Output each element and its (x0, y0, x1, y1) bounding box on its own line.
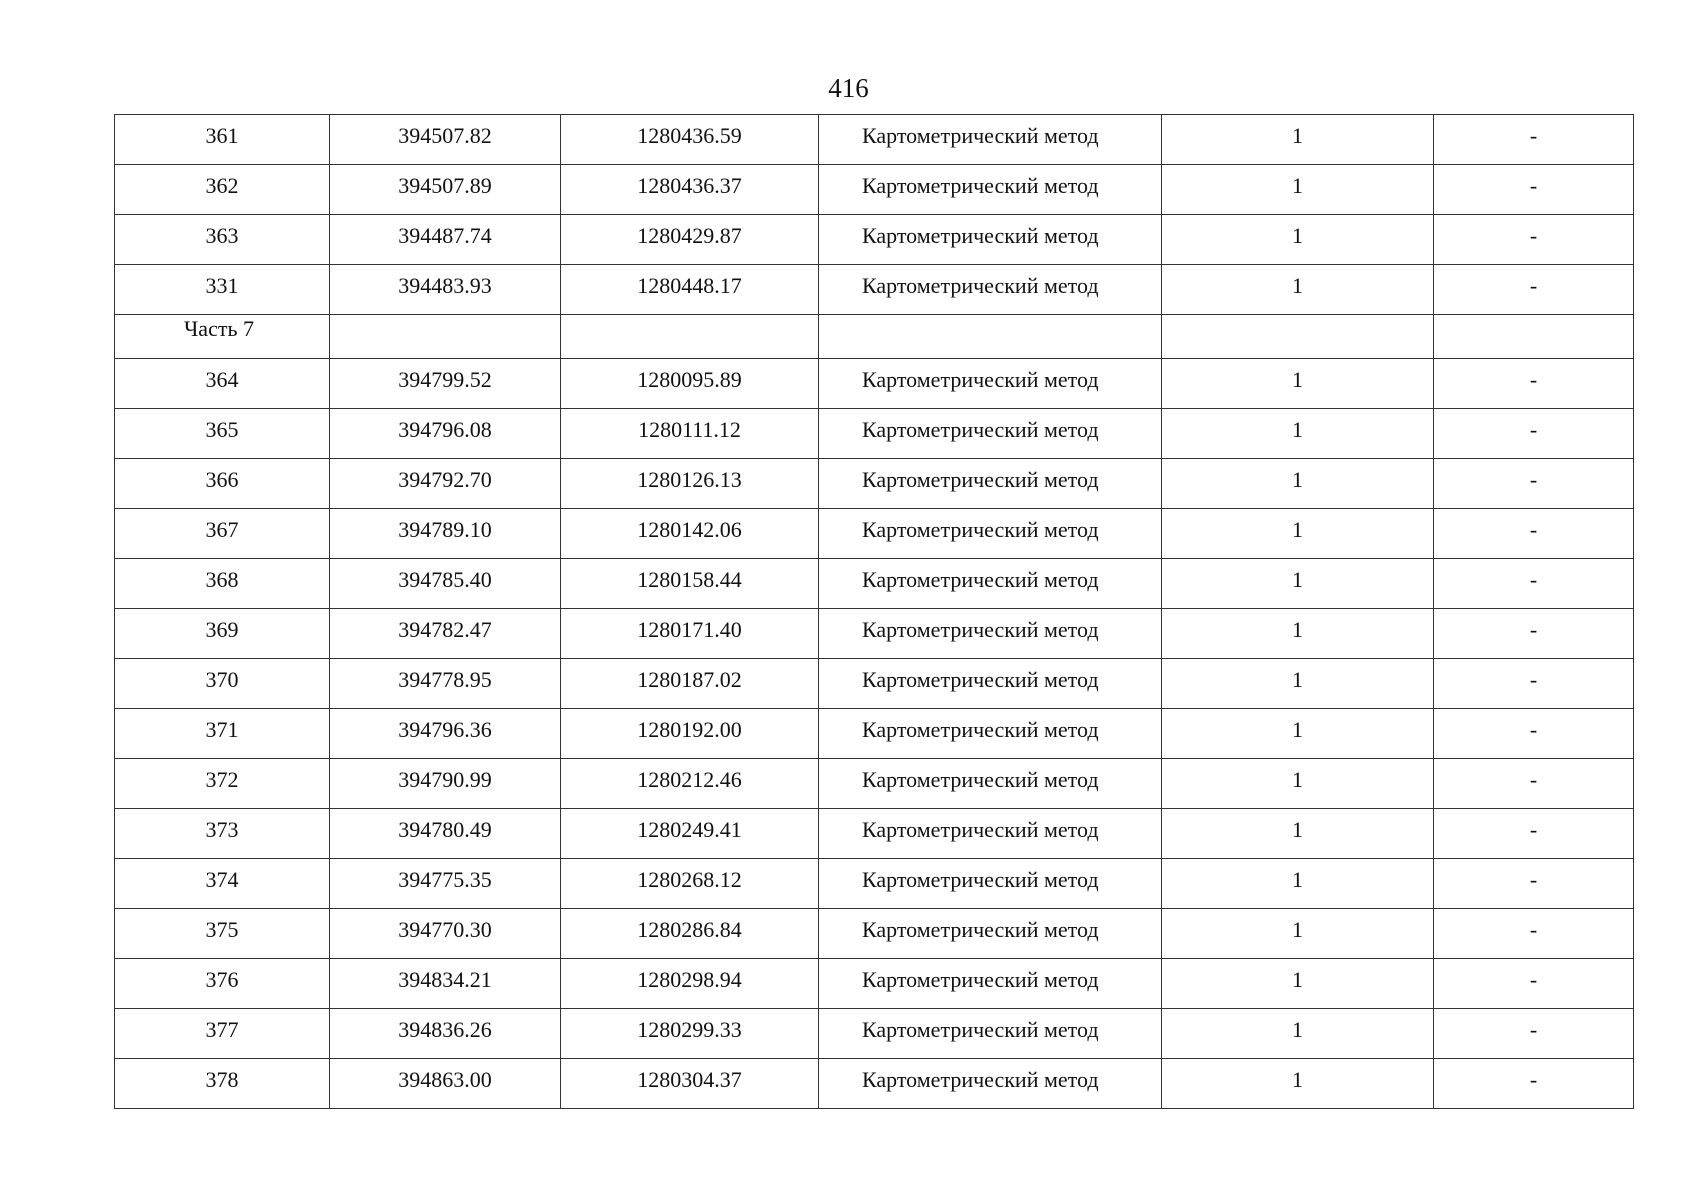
coord-x-cell: 394796.08 (330, 409, 561, 459)
accuracy-cell: 1 (1162, 709, 1434, 759)
accuracy-cell: 1 (1162, 759, 1434, 809)
point-number-cell: 373 (115, 809, 330, 859)
empty-cell (1162, 315, 1434, 359)
method-cell: Картометрический метод (819, 165, 1162, 215)
coord-x-cell: 394834.21 (330, 959, 561, 1009)
coord-y-cell: 1280192.00 (561, 709, 819, 759)
table-row (115, 909, 1634, 959)
accuracy-cell: 1 (1162, 459, 1434, 509)
table-row (115, 1009, 1634, 1059)
accuracy-cell: 1 (1162, 609, 1434, 659)
accuracy-cell: 1 (1162, 1009, 1434, 1059)
coord-y-cell: 1280298.94 (561, 959, 819, 1009)
note-cell: - (1434, 409, 1634, 459)
part-label: Часть 7 (115, 315, 330, 359)
note-cell: - (1434, 709, 1634, 759)
accuracy-cell: 1 (1162, 115, 1434, 165)
empty-cell (330, 315, 561, 359)
coord-y-cell: 1280126.13 (561, 459, 819, 509)
note-cell: - (1434, 609, 1634, 659)
coord-x-cell: 394483.93 (330, 265, 561, 315)
coord-y-cell: 1280158.44 (561, 559, 819, 609)
point-number-cell: 331 (115, 265, 330, 315)
method-cell: Картометрический метод (819, 759, 1162, 809)
accuracy-cell: 1 (1162, 809, 1434, 859)
coord-y-cell: 1280187.02 (561, 659, 819, 709)
point-number-cell: 366 (115, 459, 330, 509)
table-row (115, 409, 1634, 459)
coord-y-cell: 1280448.17 (561, 265, 819, 315)
coord-y-cell: 1280142.06 (561, 509, 819, 559)
table-row (115, 809, 1634, 859)
accuracy-cell: 1 (1162, 165, 1434, 215)
coord-x-cell: 394796.36 (330, 709, 561, 759)
point-number-cell: 376 (115, 959, 330, 1009)
method-cell: Картометрический метод (819, 609, 1162, 659)
point-number-cell: 362 (115, 165, 330, 215)
coord-x-cell: 394782.47 (330, 609, 561, 659)
note-cell: - (1434, 215, 1634, 265)
accuracy-cell: 1 (1162, 509, 1434, 559)
table-row (115, 559, 1634, 609)
note-cell: - (1434, 809, 1634, 859)
coord-x-cell: 394507.82 (330, 115, 561, 165)
table-row (115, 215, 1634, 265)
coord-y-cell: 1280268.12 (561, 859, 819, 909)
note-cell: - (1434, 509, 1634, 559)
coord-y-cell: 1280095.89 (561, 359, 819, 409)
point-number-cell: 371 (115, 709, 330, 759)
coord-x-cell: 394790.99 (330, 759, 561, 809)
table-row (115, 509, 1634, 559)
method-cell: Картометрический метод (819, 809, 1162, 859)
table-row (115, 359, 1634, 409)
accuracy-cell: 1 (1162, 959, 1434, 1009)
table-row (115, 659, 1634, 709)
coord-x-cell: 394789.10 (330, 509, 561, 559)
method-cell: Картометрический метод (819, 659, 1162, 709)
coord-y-cell: 1280304.37 (561, 1059, 819, 1109)
table-row (115, 115, 1634, 165)
coord-x-cell: 394770.30 (330, 909, 561, 959)
method-cell: Картометрический метод (819, 709, 1162, 759)
point-number-cell: 361 (115, 115, 330, 165)
page-number: 416 (828, 73, 869, 103)
note-cell: - (1434, 1009, 1634, 1059)
note-cell: - (1434, 165, 1634, 215)
coord-x-cell: 394778.95 (330, 659, 561, 709)
method-cell: Картометрический метод (819, 115, 1162, 165)
coord-x-cell: 394487.74 (330, 215, 561, 265)
table-row (115, 709, 1634, 759)
table-row (115, 265, 1634, 315)
method-cell: Картометрический метод (819, 909, 1162, 959)
method-cell: Картометрический метод (819, 265, 1162, 315)
coord-x-cell: 394836.26 (330, 1009, 561, 1059)
method-cell: Картометрический метод (819, 559, 1162, 609)
point-number-cell: 377 (115, 1009, 330, 1059)
coord-y-cell: 1280429.87 (561, 215, 819, 265)
point-number-cell: 368 (115, 559, 330, 609)
point-number-cell: 363 (115, 215, 330, 265)
note-cell: - (1434, 659, 1634, 709)
point-number-cell: 375 (115, 909, 330, 959)
accuracy-cell: 1 (1162, 659, 1434, 709)
note-cell: - (1434, 959, 1634, 1009)
method-cell: Картометрический метод (819, 509, 1162, 559)
note-cell: - (1434, 759, 1634, 809)
note-cell: - (1434, 1059, 1634, 1109)
table-row (115, 759, 1634, 809)
coord-y-cell: 1280299.33 (561, 1009, 819, 1059)
accuracy-cell: 1 (1162, 265, 1434, 315)
table-row (115, 459, 1634, 509)
coord-x-cell: 394799.52 (330, 359, 561, 409)
accuracy-cell: 1 (1162, 215, 1434, 265)
empty-cell (561, 315, 819, 359)
note-cell: - (1434, 459, 1634, 509)
table-row (115, 1059, 1634, 1109)
note-cell: - (1434, 909, 1634, 959)
point-number-cell: 374 (115, 859, 330, 909)
note-cell: - (1434, 859, 1634, 909)
coord-y-cell: 1280111.12 (561, 409, 819, 459)
coord-x-cell: 394780.49 (330, 809, 561, 859)
empty-cell (1434, 315, 1634, 359)
point-number-cell: 378 (115, 1059, 330, 1109)
point-number-cell: 365 (115, 409, 330, 459)
method-cell: Картометрический метод (819, 959, 1162, 1009)
coordinates-table (114, 114, 1634, 1109)
coord-y-cell: 1280436.37 (561, 165, 819, 215)
coord-y-cell: 1280436.59 (561, 115, 819, 165)
table-row (115, 609, 1634, 659)
coord-x-cell: 394785.40 (330, 559, 561, 609)
coord-x-cell: 394507.89 (330, 165, 561, 215)
accuracy-cell: 1 (1162, 1059, 1434, 1109)
part-header-row (115, 315, 1634, 359)
coord-x-cell: 394775.35 (330, 859, 561, 909)
note-cell: - (1434, 359, 1634, 409)
table-row (115, 959, 1634, 1009)
method-cell: Картометрический метод (819, 1009, 1162, 1059)
accuracy-cell: 1 (1162, 359, 1434, 409)
method-cell: Картометрический метод (819, 459, 1162, 509)
note-cell: - (1434, 265, 1634, 315)
table-row (115, 165, 1634, 215)
point-number-cell: 369 (115, 609, 330, 659)
method-cell: Картометрический метод (819, 215, 1162, 265)
accuracy-cell: 1 (1162, 409, 1434, 459)
coord-y-cell: 1280171.40 (561, 609, 819, 659)
coord-x-cell: 394792.70 (330, 459, 561, 509)
empty-cell (819, 315, 1162, 359)
method-cell: Картометрический метод (819, 859, 1162, 909)
note-cell: - (1434, 559, 1634, 609)
point-number-cell: 372 (115, 759, 330, 809)
coord-y-cell: 1280286.84 (561, 909, 819, 959)
method-cell: Картометрический метод (819, 409, 1162, 459)
table-row (115, 859, 1634, 909)
point-number-cell: 367 (115, 509, 330, 559)
accuracy-cell: 1 (1162, 859, 1434, 909)
coord-y-cell: 1280249.41 (561, 809, 819, 859)
accuracy-cell: 1 (1162, 909, 1434, 959)
method-cell: Картометрический метод (819, 359, 1162, 409)
coord-x-cell: 394863.00 (330, 1059, 561, 1109)
coord-y-cell: 1280212.46 (561, 759, 819, 809)
accuracy-cell: 1 (1162, 559, 1434, 609)
note-cell: - (1434, 115, 1634, 165)
point-number-cell: 364 (115, 359, 330, 409)
table-body (115, 115, 1634, 1109)
point-number-cell: 370 (115, 659, 330, 709)
method-cell: Картометрический метод (819, 1059, 1162, 1109)
